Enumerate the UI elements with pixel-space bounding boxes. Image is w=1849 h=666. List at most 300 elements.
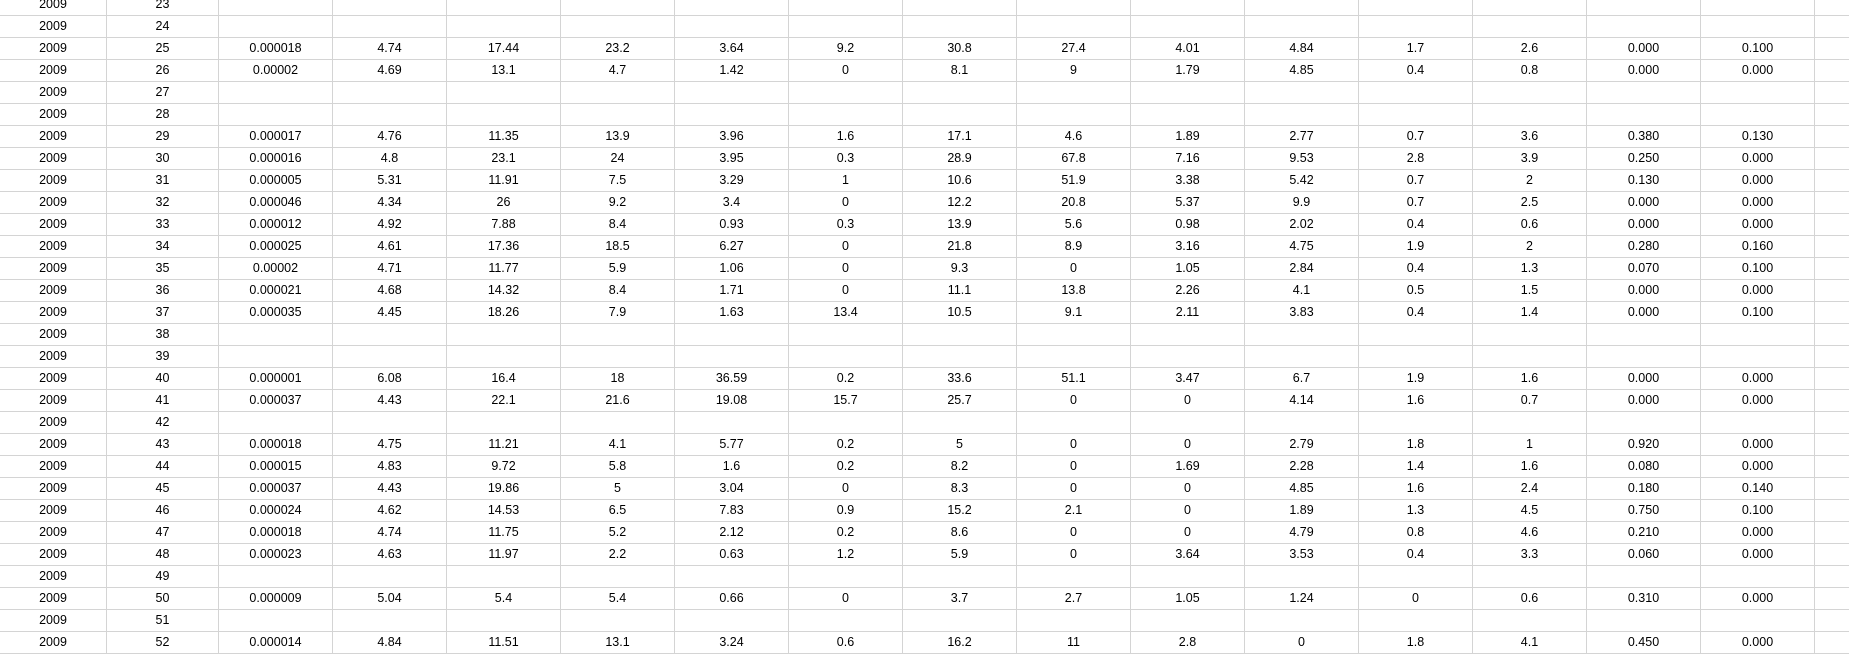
table-cell[interactable]: 0.000016 [219,148,333,169]
table-cell[interactable]: 2009 [0,434,107,455]
table-cell[interactable]: 0 [1131,390,1245,411]
table-cell[interactable] [561,0,675,15]
table-cell[interactable] [447,82,561,103]
table-cell[interactable] [1473,346,1587,367]
table-cell[interactable]: 1.9 [1359,236,1473,257]
table-cell[interactable]: 42 [107,412,219,433]
table-cell[interactable]: 0 [1131,522,1245,543]
table-cell[interactable]: 2009 [0,148,107,169]
table-cell[interactable]: 2.4 [1473,478,1587,499]
table-cell[interactable] [219,16,333,37]
table-cell[interactable]: 7.9 [561,302,675,323]
table-cell[interactable]: 0.7 [1359,126,1473,147]
table-cell[interactable] [675,412,789,433]
table-cell-empty[interactable] [1815,434,1849,455]
table-cell[interactable] [789,610,903,631]
table-cell[interactable]: 0 [1017,478,1131,499]
table-cell[interactable]: 4.62 [333,500,447,521]
table-cell[interactable]: 0.000018 [219,522,333,543]
table-cell-empty[interactable] [1815,236,1849,257]
table-cell[interactable] [1473,82,1587,103]
table-cell[interactable] [1245,16,1359,37]
table-cell[interactable] [789,82,903,103]
table-cell[interactable]: 0.7 [1359,170,1473,191]
table-cell[interactable]: 4.83 [333,456,447,477]
table-cell[interactable] [333,104,447,125]
table-cell[interactable]: 4.7 [561,60,675,81]
table-cell[interactable]: 12.2 [903,192,1017,213]
table-cell[interactable]: 15.7 [789,390,903,411]
table-cell[interactable] [789,104,903,125]
table-cell[interactable]: 0 [1017,434,1131,455]
table-cell[interactable] [447,610,561,631]
table-cell-empty[interactable] [1815,522,1849,543]
table-cell[interactable]: 23 [107,0,219,15]
table-cell[interactable]: 0.000037 [219,478,333,499]
table-cell[interactable]: 1.63 [675,302,789,323]
table-cell[interactable] [1245,610,1359,631]
table-cell[interactable]: 0 [789,258,903,279]
table-cell[interactable] [1701,412,1815,433]
table-cell[interactable]: 8.9 [1017,236,1131,257]
table-cell[interactable]: 2009 [0,38,107,59]
table-cell[interactable]: 0.6 [1473,214,1587,235]
table-cell[interactable] [1017,16,1131,37]
table-cell[interactable] [447,16,561,37]
table-cell[interactable]: 28 [107,104,219,125]
table-cell[interactable]: 9.2 [561,192,675,213]
table-cell[interactable] [219,610,333,631]
table-cell[interactable]: 0.060 [1587,544,1701,565]
table-cell[interactable]: 0 [789,192,903,213]
table-cell[interactable]: 2 [1473,236,1587,257]
table-cell[interactable] [789,566,903,587]
table-cell[interactable]: 0.310 [1587,588,1701,609]
table-cell[interactable]: 1.05 [1131,258,1245,279]
table-cell[interactable]: 0.6 [789,632,903,653]
table-cell[interactable] [1587,610,1701,631]
table-cell[interactable] [1359,566,1473,587]
table-cell[interactable]: 9.9 [1245,192,1359,213]
table-cell[interactable]: 1.89 [1131,126,1245,147]
table-cell[interactable]: 0.000 [1701,60,1815,81]
table-cell[interactable]: 2009 [0,82,107,103]
table-cell[interactable]: 3.64 [1131,544,1245,565]
table-cell[interactable] [561,610,675,631]
table-cell-empty[interactable] [1815,170,1849,191]
table-cell[interactable] [1587,566,1701,587]
table-cell[interactable]: 0.130 [1701,126,1815,147]
table-cell[interactable]: 2009 [0,126,107,147]
table-cell[interactable] [1473,566,1587,587]
table-cell[interactable] [333,346,447,367]
table-cell[interactable]: 2009 [0,610,107,631]
table-cell[interactable] [447,412,561,433]
table-cell[interactable]: 3.38 [1131,170,1245,191]
table-cell[interactable]: 6.08 [333,368,447,389]
table-cell[interactable]: 0.93 [675,214,789,235]
table-cell[interactable] [903,412,1017,433]
table-cell[interactable]: 0.000 [1587,60,1701,81]
table-cell[interactable]: 0.100 [1701,500,1815,521]
table-cell[interactable]: 0.4 [1359,258,1473,279]
table-cell[interactable] [903,82,1017,103]
table-cell[interactable] [675,104,789,125]
table-cell[interactable]: 0.2 [789,368,903,389]
table-cell[interactable] [1473,610,1587,631]
table-cell[interactable]: 2.12 [675,522,789,543]
table-cell[interactable]: 0.8 [1473,60,1587,81]
table-cell[interactable] [1245,412,1359,433]
table-cell[interactable]: 8.4 [561,280,675,301]
table-cell[interactable]: 3.53 [1245,544,1359,565]
table-cell[interactable] [561,104,675,125]
table-cell[interactable]: 0.000018 [219,38,333,59]
table-cell[interactable]: 18.26 [447,302,561,323]
table-cell[interactable]: 1.8 [1359,632,1473,653]
table-cell[interactable] [333,82,447,103]
table-cell[interactable]: 51.9 [1017,170,1131,191]
table-cell[interactable] [789,16,903,37]
table-cell[interactable] [1017,566,1131,587]
table-cell[interactable]: 20.8 [1017,192,1131,213]
table-cell-empty[interactable] [1815,302,1849,323]
table-cell[interactable]: 11.21 [447,434,561,455]
table-cell[interactable]: 0.450 [1587,632,1701,653]
table-cell[interactable]: 0.000025 [219,236,333,257]
table-cell[interactable]: 0.000018 [219,434,333,455]
table-cell[interactable]: 4.92 [333,214,447,235]
table-cell-empty[interactable] [1815,0,1849,15]
table-cell[interactable]: 0 [1017,258,1131,279]
table-cell[interactable]: 1.89 [1245,500,1359,521]
table-cell[interactable]: 0.000035 [219,302,333,323]
table-cell[interactable]: 0.000 [1701,390,1815,411]
table-cell[interactable]: 0 [1245,632,1359,653]
table-cell-empty[interactable] [1815,148,1849,169]
table-cell[interactable]: 1.5 [1473,280,1587,301]
table-cell-empty[interactable] [1815,104,1849,125]
table-cell-empty[interactable] [1815,566,1849,587]
table-cell[interactable]: 0.000009 [219,588,333,609]
table-cell[interactable] [1017,104,1131,125]
table-cell[interactable]: 0.160 [1701,236,1815,257]
table-cell[interactable]: 25.7 [903,390,1017,411]
table-cell[interactable]: 0.4 [1359,544,1473,565]
table-cell[interactable]: 13.8 [1017,280,1131,301]
table-cell[interactable]: 16.2 [903,632,1017,653]
table-cell[interactable] [561,324,675,345]
table-cell-empty[interactable] [1815,500,1849,521]
table-cell[interactable]: 0 [789,60,903,81]
table-cell[interactable]: 0.100 [1701,258,1815,279]
table-cell[interactable]: 52 [107,632,219,653]
table-cell[interactable]: 5.77 [675,434,789,455]
table-cell[interactable] [1017,412,1131,433]
table-cell[interactable]: 1.69 [1131,456,1245,477]
table-cell[interactable]: 33 [107,214,219,235]
table-cell[interactable] [561,82,675,103]
table-cell[interactable]: 49 [107,566,219,587]
table-cell[interactable]: 4.34 [333,192,447,213]
table-cell[interactable]: 31 [107,170,219,191]
table-cell[interactable]: 2009 [0,104,107,125]
table-cell[interactable]: 23.2 [561,38,675,59]
table-cell[interactable]: 0.000 [1587,38,1701,59]
table-cell[interactable]: 11.91 [447,170,561,191]
table-cell[interactable]: 11.51 [447,632,561,653]
table-cell[interactable]: 2009 [0,544,107,565]
table-cell[interactable]: 3.9 [1473,148,1587,169]
table-cell[interactable]: 5.04 [333,588,447,609]
table-cell[interactable]: 4.1 [1473,632,1587,653]
table-cell[interactable] [903,566,1017,587]
table-cell[interactable]: 4.6 [1473,522,1587,543]
table-cell[interactable]: 0 [1017,390,1131,411]
table-cell[interactable] [675,566,789,587]
table-cell-empty[interactable] [1815,214,1849,235]
table-cell[interactable]: 19.08 [675,390,789,411]
table-cell[interactable]: 0.000 [1587,214,1701,235]
table-cell[interactable] [1245,346,1359,367]
table-cell[interactable] [1017,82,1131,103]
table-cell[interactable] [447,566,561,587]
table-cell[interactable] [1017,346,1131,367]
table-cell[interactable]: 4.01 [1131,38,1245,59]
table-cell[interactable]: 5.6 [1017,214,1131,235]
table-cell[interactable] [1359,104,1473,125]
table-cell[interactable]: 0.100 [1701,302,1815,323]
table-cell[interactable] [1473,0,1587,15]
table-cell[interactable]: 1.7 [1359,38,1473,59]
table-cell-empty[interactable] [1815,610,1849,631]
table-cell[interactable]: 4.68 [333,280,447,301]
table-cell[interactable]: 1.6 [1359,390,1473,411]
table-cell[interactable]: 41 [107,390,219,411]
table-cell[interactable] [789,324,903,345]
table-cell[interactable] [1131,0,1245,15]
table-cell[interactable] [447,0,561,15]
table-cell[interactable]: 0.7 [1473,390,1587,411]
table-cell[interactable]: 0.00002 [219,258,333,279]
table-cell[interactable]: 6.27 [675,236,789,257]
table-cell-empty[interactable] [1815,456,1849,477]
table-cell[interactable]: 2009 [0,456,107,477]
table-cell[interactable]: 26 [107,60,219,81]
table-cell[interactable]: 2.8 [1131,632,1245,653]
table-cell[interactable] [219,566,333,587]
table-cell-empty[interactable] [1815,126,1849,147]
table-cell[interactable]: 8.2 [903,456,1017,477]
table-cell[interactable] [561,346,675,367]
table-cell[interactable]: 17.44 [447,38,561,59]
table-cell[interactable]: 0.5 [1359,280,1473,301]
table-cell[interactable]: 3.24 [675,632,789,653]
table-cell[interactable] [1701,0,1815,15]
table-cell[interactable]: 0.000 [1587,302,1701,323]
table-cell[interactable]: 1.6 [1359,478,1473,499]
table-cell[interactable] [1701,346,1815,367]
table-cell[interactable]: 0.000 [1701,434,1815,455]
table-cell[interactable]: 9.53 [1245,148,1359,169]
table-cell[interactable]: 0 [1017,456,1131,477]
table-cell-empty[interactable] [1815,632,1849,653]
table-cell[interactable]: 0 [789,236,903,257]
table-cell[interactable]: 1.6 [1473,456,1587,477]
table-cell[interactable]: 0.000037 [219,390,333,411]
table-cell[interactable]: 0.000023 [219,544,333,565]
table-cell[interactable]: 0.000 [1701,456,1815,477]
table-cell[interactable]: 0 [1017,544,1131,565]
table-cell[interactable]: 14.32 [447,280,561,301]
table-cell[interactable]: 3.47 [1131,368,1245,389]
table-cell[interactable] [561,412,675,433]
table-cell[interactable]: 8.6 [903,522,1017,543]
table-cell[interactable] [1701,324,1815,345]
table-cell[interactable]: 2.28 [1245,456,1359,477]
table-cell[interactable] [561,566,675,587]
table-cell[interactable]: 3.83 [1245,302,1359,323]
table-cell[interactable]: 0.000017 [219,126,333,147]
table-cell[interactable]: 46 [107,500,219,521]
table-cell-empty[interactable] [1815,346,1849,367]
table-cell[interactable] [1131,16,1245,37]
table-cell[interactable]: 2009 [0,368,107,389]
table-cell[interactable]: 2.84 [1245,258,1359,279]
table-cell[interactable]: 0.000046 [219,192,333,213]
table-cell[interactable]: 11.75 [447,522,561,543]
table-cell[interactable]: 21.6 [561,390,675,411]
table-cell[interactable]: 34 [107,236,219,257]
table-cell[interactable]: 1.42 [675,60,789,81]
table-cell[interactable]: 2009 [0,346,107,367]
table-cell[interactable] [675,16,789,37]
table-cell[interactable]: 0.210 [1587,522,1701,543]
table-cell[interactable]: 3.6 [1473,126,1587,147]
table-cell[interactable]: 2009 [0,258,107,279]
table-cell[interactable] [1245,104,1359,125]
table-cell[interactable]: 27 [107,82,219,103]
table-cell[interactable]: 0.4 [1359,214,1473,235]
table-cell[interactable]: 4.75 [1245,236,1359,257]
table-cell[interactable]: 2009 [0,214,107,235]
table-cell[interactable]: 2.5 [1473,192,1587,213]
table-cell[interactable]: 5.42 [1245,170,1359,191]
table-cell[interactable]: 1.6 [675,456,789,477]
table-cell[interactable]: 5 [561,478,675,499]
table-cell[interactable]: 4.84 [1245,38,1359,59]
table-cell[interactable] [333,566,447,587]
table-cell[interactable] [333,0,447,15]
table-cell[interactable] [1017,324,1131,345]
table-cell[interactable] [1359,412,1473,433]
table-cell[interactable]: 2009 [0,0,107,15]
table-cell[interactable]: 0.63 [675,544,789,565]
table-cell[interactable]: 9.2 [789,38,903,59]
table-cell[interactable]: 43 [107,434,219,455]
table-cell[interactable] [1245,566,1359,587]
table-cell[interactable]: 0 [1359,588,1473,609]
table-cell[interactable]: 0.000 [1587,192,1701,213]
table-cell[interactable]: 13.4 [789,302,903,323]
table-cell[interactable]: 67.8 [1017,148,1131,169]
table-cell[interactable]: 13.9 [903,214,1017,235]
table-cell-empty[interactable] [1815,324,1849,345]
table-cell[interactable]: 0.3 [789,148,903,169]
table-cell[interactable]: 10.6 [903,170,1017,191]
table-cell[interactable]: 1.3 [1473,258,1587,279]
table-cell[interactable]: 2.11 [1131,302,1245,323]
table-cell[interactable]: 5.4 [561,588,675,609]
table-cell[interactable] [219,82,333,103]
table-cell[interactable]: 2009 [0,588,107,609]
table-cell[interactable]: 7.88 [447,214,561,235]
table-cell[interactable]: 0.2 [789,522,903,543]
table-cell[interactable]: 51 [107,610,219,631]
table-cell[interactable] [1701,104,1815,125]
table-cell[interactable] [447,324,561,345]
table-cell[interactable]: 2.79 [1245,434,1359,455]
table-cell[interactable]: 5.31 [333,170,447,191]
table-cell[interactable]: 2.8 [1359,148,1473,169]
table-cell[interactable]: 1.05 [1131,588,1245,609]
table-cell[interactable]: 0.000 [1701,148,1815,169]
table-cell[interactable]: 0.070 [1587,258,1701,279]
table-cell[interactable]: 0.000 [1701,192,1815,213]
table-cell[interactable] [1701,610,1815,631]
table-cell[interactable] [1473,412,1587,433]
table-cell[interactable]: 5 [903,434,1017,455]
table-cell[interactable]: 0.6 [1473,588,1587,609]
table-cell[interactable] [447,104,561,125]
table-cell[interactable]: 22.1 [447,390,561,411]
table-cell[interactable] [1017,0,1131,15]
table-cell-empty[interactable] [1815,192,1849,213]
table-cell[interactable]: 3.96 [675,126,789,147]
table-cell[interactable]: 7.83 [675,500,789,521]
table-cell[interactable]: 5.2 [561,522,675,543]
table-cell[interactable]: 0 [789,478,903,499]
table-cell[interactable]: 0.000015 [219,456,333,477]
table-cell[interactable]: 13.1 [561,632,675,653]
table-cell[interactable] [1359,610,1473,631]
table-cell[interactable]: 0.100 [1701,38,1815,59]
table-cell[interactable]: 17.36 [447,236,561,257]
table-cell[interactable]: 7.16 [1131,148,1245,169]
table-cell[interactable]: 28.9 [903,148,1017,169]
table-cell-empty[interactable] [1815,38,1849,59]
table-cell[interactable]: 2009 [0,566,107,587]
table-cell[interactable] [1245,0,1359,15]
table-cell[interactable]: 9.1 [1017,302,1131,323]
table-cell[interactable]: 8.3 [903,478,1017,499]
table-cell[interactable]: 4.69 [333,60,447,81]
table-cell[interactable]: 45 [107,478,219,499]
table-cell[interactable]: 0.000 [1701,280,1815,301]
table-cell[interactable]: 17.1 [903,126,1017,147]
table-cell[interactable]: 0.000 [1587,280,1701,301]
table-cell[interactable]: 13.9 [561,126,675,147]
table-cell[interactable] [333,610,447,631]
table-cell[interactable]: 4.45 [333,302,447,323]
table-cell[interactable]: 0.280 [1587,236,1701,257]
table-cell[interactable]: 0.000 [1701,368,1815,389]
table-cell[interactable]: 2009 [0,500,107,521]
table-cell[interactable] [675,82,789,103]
table-cell[interactable] [903,0,1017,15]
table-cell[interactable]: 1 [789,170,903,191]
table-cell[interactable]: 4.1 [1245,280,1359,301]
